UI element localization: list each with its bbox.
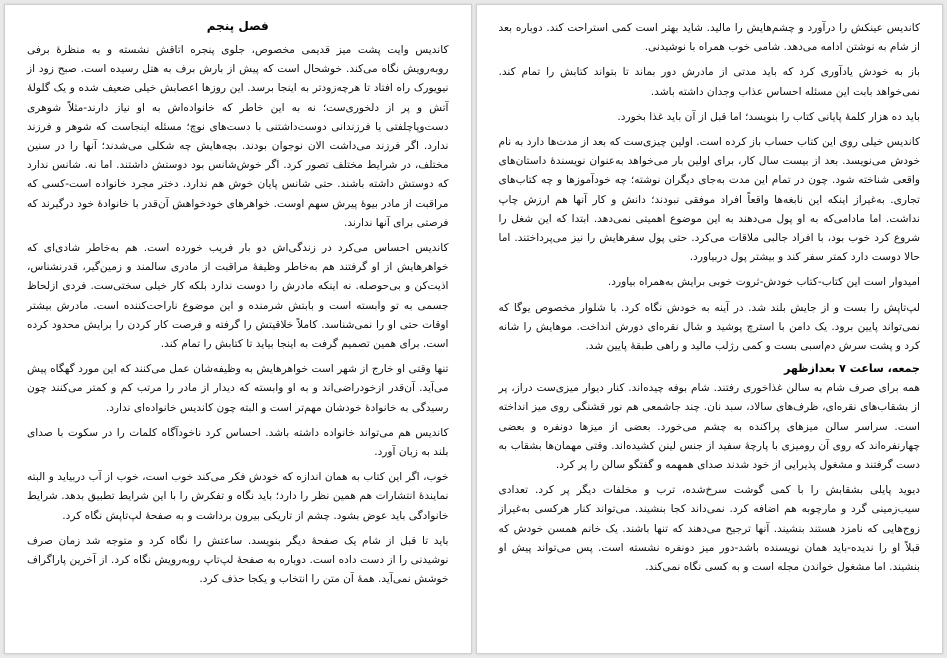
section-subheading: جمعه، ساعت ۷ بعدازظهر <box>784 362 920 376</box>
right-page <box>476 4 944 654</box>
paragraph: باید ده هزار کلمهٔ پایانی کتاب را بنویسد؛ اما قبل از آن باید غذا بخورد. <box>617 110 920 123</box>
paragraph: تنها وقتی او خارج از شهر است خواهرهایش به وظیفه‌شان عمل می‌کنند که این مورد گهگاه پیش می‌آید. آن‌قدر ازخودراضی‌اند و به او وابسته که دیدار از مادر را مرتب کم و کمتر می‌کنند چون رسیدگی به خانوادهٔ خودشان مهم‌تر است و البته چون کاندیس خانواده‌ای ندارد. <box>27 363 449 414</box>
book-spread <box>4 4 943 654</box>
paragraph: کاندیس احساس می‌کرد در زندگی‌اش دو بار فریب خورده است. هم به‌خاطر شادی‌ای که خواهرهایش از او گرفتند هم به‌خاطر وظیفهٔ مراقبت از مادری سالمند و زمین‌گیر، قدرنشناس، اذیت‌کن و بی‌حوصله. نه اینکه مادرش را دوست ندارد بلکه کار خیلی سختی‌ست. فردی ازلحاظ جسمی به تو وابسته است و بابتش شرمنده و این موضوع ناراحت‌کننده است. مادرش بیشتر اوقات حتی او را نمی‌شناسد. کاملاً خلاقیتش را گرفته و فرصت کار کردن را برایش محدود کرده است. برای همین تصمیم گرفت به اینجا بیاید تا کتابش را تمام کند. <box>27 242 449 351</box>
paragraph: کاندیس عینکش را درآورد و چشم‌هایش را مالید. شاید بهتر است کمی استراحت کند. دوباره بعد از شام به نوشتن ادامه می‌دهد. شامی خوب همراه با نوشیدنی. <box>498 22 920 54</box>
chapter-title: فصل پنجم <box>206 19 269 33</box>
paragraph: کاندیس هم می‌تواند خانواده داشته باشد. احساس کرد ناخودآگاه کلمات را در سکوت با صدای بلند به زبان آورد. <box>27 426 449 459</box>
left-page <box>4 4 472 654</box>
paragraph: لپ‌تاپش را بست و از جایش بلند شد. در آینه به خودش نگاه کرد. با شلوار مخصوص یوگا که نمی‌تواند پایین برود. یک دامن با استرچ پوشید و شال نقره‌ای دورش انداخت. موهایش را شانه کرد و پشت سرش دم‌اسبی بست و کمی رژلب مالید و راهی طبقهٔ پایین شد. <box>498 301 920 353</box>
paragraph: کاندیس خیلی روی این کتاب حساب باز کرده است. اولین چیزی‌ست که بعد از مدت‌ها دارد به نام خودش می‌نویسد. بعد از بیست سال کار، برای اولین بار می‌خواهد به‌عنوان نویسندهٔ داستان‌های واقعی شناخته شود. چون در تمام این مدت به‌جای دیگران نوشته؛ چه خودآموزها و چه کتاب‌های تجاری. به‌غیراز اینکه این نابغه‌ها واقعاً افراد موفقی نبودند؛ دانش و کار آنها هم ارزش چاپ نداشت. اما مادامی‌که به او پول می‌دهند به این موضوع اهمیتی نمی‌دهد. ابتدا که این شغل را شروع کرد خوب بود، با افراد جالبی ملاقات می‌کرد. حتی پول سفرهایش را نیز می‌پرداختند. اما حالا دوست دارد کمتر سفر کند و بیشتر پول دربیاورد. <box>498 136 920 264</box>
paragraph: دیوید پایلی بشقابش را با کمی گوشت سرخ‌شده، ترب و مخلفات دیگر پر کرد. تعدادی سیب‌زمینی گرد و مارچوبه هم اضافه کرد. نمی‌داند کجا بنشیند. می‌تواند کنار هرکسی به‌غیراز زوج‌هایی که نامزد هستند بنشیند. آنها ترجیح می‌دهند که تنها باشند. یک خانم همسن خودش که قبلاً او را ندیده-باید همان نویسنده باشد-دور میز دونفره نشسته است. پس می‌تواند پیش او بنشیند. اما مشغول خواندن مجله است و به کسی نگاه نمی‌کند. <box>498 484 920 574</box>
paragraph: کاندیس وایت پشت میز قدیمی مخصوص، جلوی پنجره اتاقش نشسته و به منظرهٔ برفی روبه‌رویش نگاه می‌کند. خوشحال است که پیش از بارش برف به هتل رسیده است. صبح زود از نیویورک راه افتاد تا هرچه‌زودتر به اینجا برسد. این روزها اعصابش خیلی ضعیف شده و یک گلولهٔ آتش و پر از دلخوری‌ست؛ نه به این خاطر که خانواده‌اش به او نیاز دارند-مثلاً شوهری دست‌وپاچلفتی یا فرزندانی دوست‌داشتنی با دست‌های نوچ؛ مسئله اینجاست که شوهر و فرزند ندارد. اگر فرزند می‌داشت الان نوجوان بودند. بچه‌هایش چه شکلی می‌شدند؛ آنها را در سنین مختلف، در شرایط مختلف تصور کرد. اگر خوش‌شانس بود دوستش داشتند. اما نه. شانس ندارد که دوستش داشته باشند. حتی شانس پایان خوش هم ندارد. دختر مجرد خانواده است-کسی که مراقبت از مادر بیوهٔ پیرش سهم اوست. خواهرهای خودخواهش آن‌قدر با خانوادهٔ خود درگیرند که فرصتی برای آنها ندارند. <box>27 44 449 229</box>
paragraph: امیدوار است این کتاب-کتاب خودش-ثروت خوبی برایش به‌همراه بیاورد. <box>607 276 920 289</box>
paragraph: خوب، اگر این کتاب به همان اندازه که خودش فکر می‌کند خوب است، خوب از آب دربیاید و البته نمایندهٔ انتشارات هم همین نظر را دارد؛ باید نگاه و تفکرش را با این شرایط تطبیق بدهد. شرایط خانوادگی باید عوض بشود. چشم از تاریکی بیرون برداشت و به صفحهٔ لپ‌تاپش نگاه کرد. <box>27 471 449 522</box>
paragraph: باز به خودش یادآوری کرد که باید مدتی از مادرش دور بماند تا بتواند کتابش را تمام کند. نمی‌خواهد بابت این مسئله احساس عذاب وجدان داشته باشد. <box>498 66 920 98</box>
paragraph: همه برای صرف شام به سالن غذاخوری رفتند. شام بوفه چیده‌اند. کنار دیوار میزی‌ست دراز، پر از بشقاب‌های نقره‌ای، ظرف‌های سالاد، سبد نان. چند جاشمعی هم نور قشنگی روی میز انداخته است. سراسر سالن میزهای پراکنده به چشم می‌خورد. بعضی از میزها دونفره و بعضی چهارنفره‌اند که روی آن رومیزی با پارچهٔ سفید از جنس لینن کشیده‌اند. وقتی مهمان‌ها بشقاب به دست گرفتند و مشغول پذیرایی از خود شدند صدای همهمه و گفتگو سالن را پر کرد. <box>498 382 920 472</box>
paragraph: باید تا قبل از شام یک صفحهٔ دیگر بنویسد. ساعتش را نگاه کرد و متوجه شد زمان صرف نوشیدنی را از دست داده است. دوباره به صفحهٔ لپ‌تاپ روبه‌رویش نگاه کرد. از آخرین پاراگراف خوشش نمی‌آید. همهٔ آن متن را انتخاب و یکجا حذف کرد. <box>27 534 449 586</box>
